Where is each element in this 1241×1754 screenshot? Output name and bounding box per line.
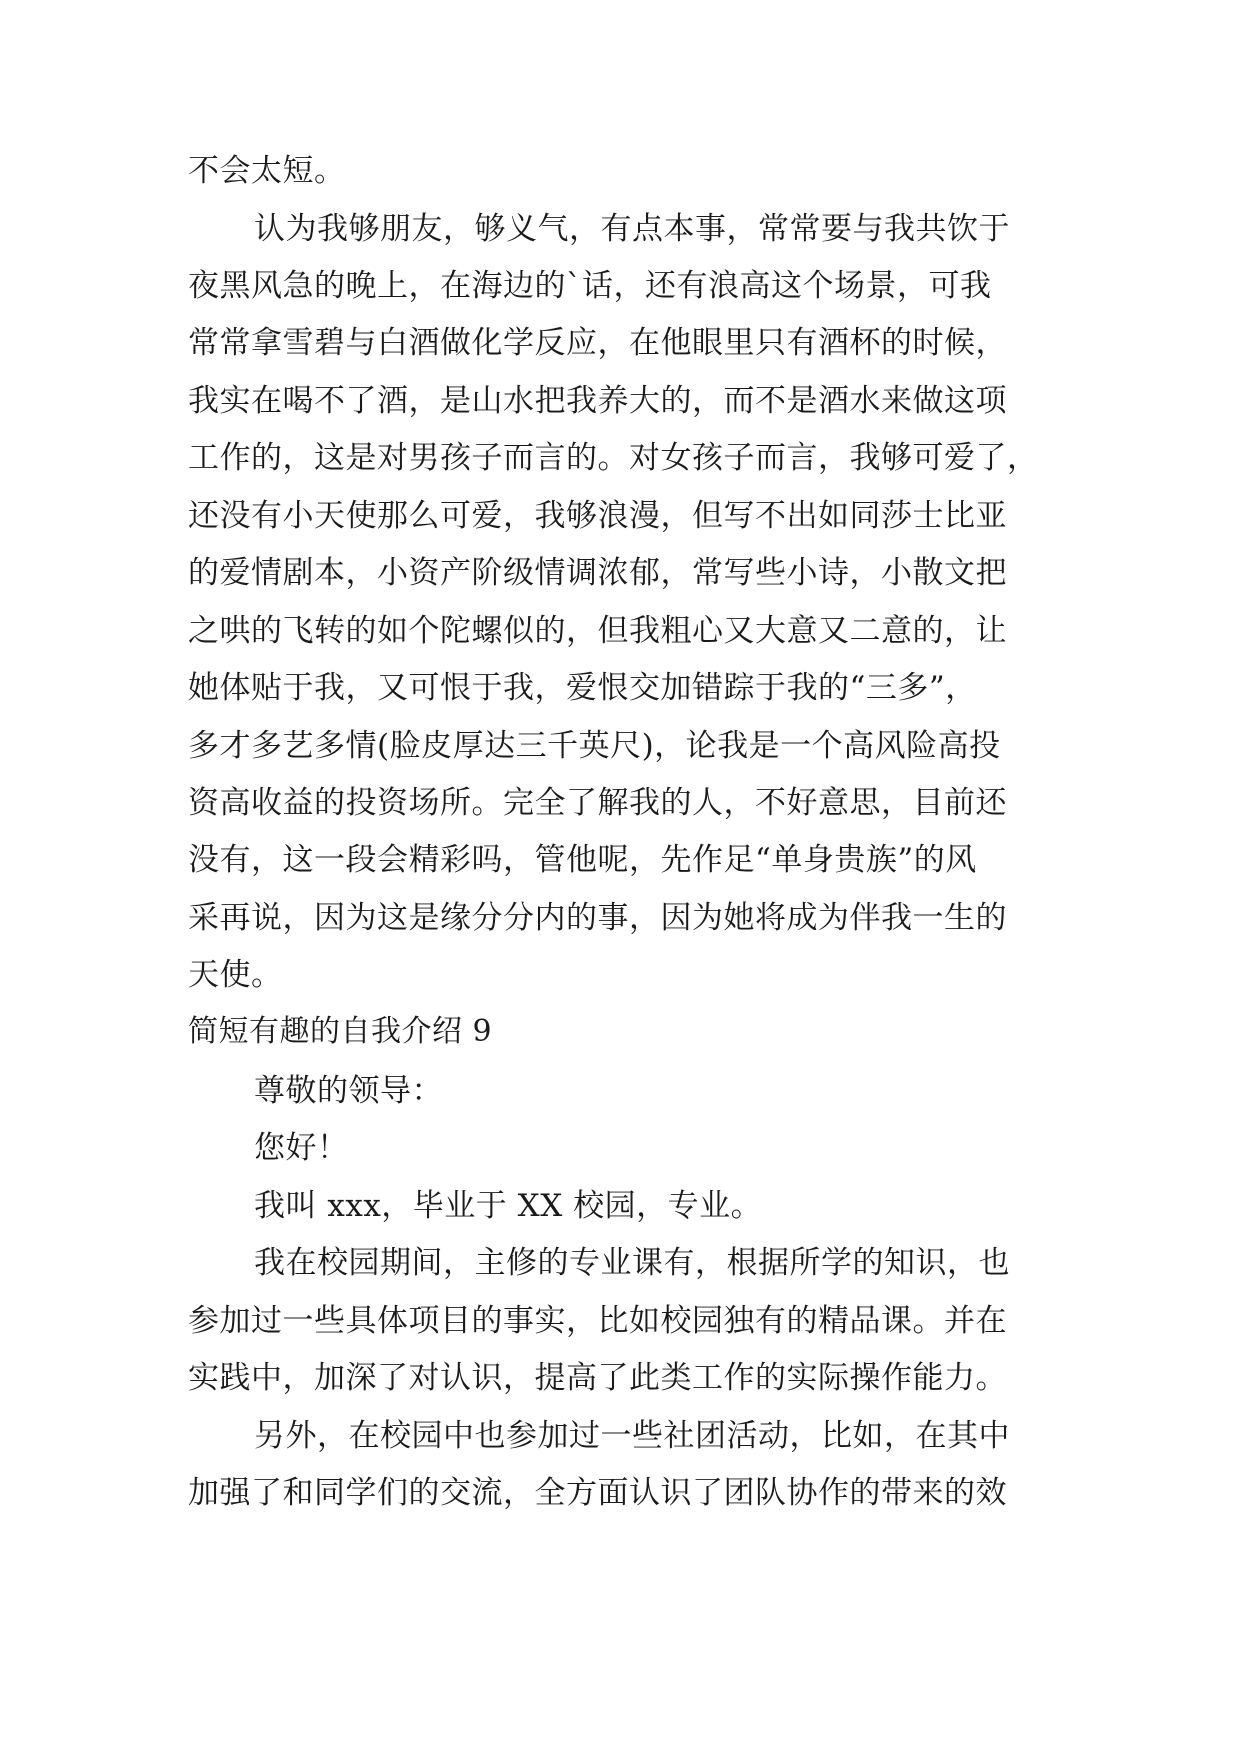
text-line: 资高收益的投资场所。完全了解我的人，不好意思，目前还 — [188, 785, 1007, 821]
text-line: 实践中，加深了对认识，提高了此类工作的实际操作能力。 — [188, 1360, 1007, 1396]
text-line: 天使。 — [188, 957, 283, 993]
text-line: 多才多艺多情(脸皮厚达三千英尺)，论我是一个高风险高投 — [188, 728, 1001, 764]
text-line: 我实在喝不了酒，是山水把我养大的，而不是酒水来做这项 — [188, 383, 1007, 419]
text-line: 我在校园期间，主修的专业课有，根据所学的知识，也 — [254, 1245, 1010, 1281]
text-line: 她体贴于我，又可恨于我，爱恨交加错踪于我的“三多”， — [188, 670, 977, 706]
greeting: 您好！ — [254, 1130, 349, 1166]
text-line: 夜黑风急的晚上，在海边的`话，还有浪高这个场景，可我 — [188, 268, 992, 304]
text-line: 采再说，因为这是缘分分内的事，因为她将成为伴我一生的 — [188, 900, 1007, 936]
salutation: 尊敬的领导： — [254, 1073, 443, 1109]
section-title: 简短有趣的自我介绍 9 — [188, 1014, 493, 1049]
text-line: 工作的，这是对男孩子而言的。对女孩子而言，我够可爱了， — [188, 440, 1039, 476]
text-line: 不会太短。 — [188, 153, 346, 189]
text-line: 没有，这一段会精彩吗，管他呢，先作足“单身贵族”的风 — [188, 842, 977, 878]
text-line: 另外，在校园中也参加过一些社团活动，比如，在其中 — [254, 1418, 1010, 1454]
text-line: 常常拿雪碧与白酒做化学反应，在他眼里只有酒杯的时候， — [188, 325, 1007, 361]
text-line: 认为我够朋友，够义气，有点本事，常常要与我共饮于 — [254, 211, 1010, 247]
text-line: 之哄的飞转的如个陀螺似的，但我粗心又大意又二意的，让 — [188, 613, 1007, 649]
text-line: 还没有小天使那么可爱，我够浪漫，但写不出如同莎士比亚 — [188, 498, 1007, 534]
text-line: 的爱情剧本，小资产阶级情调浓郁，常写些小诗，小散文把 — [188, 555, 1007, 591]
self-intro: 我叫 xxx，毕业于 XX 校园，专业。 — [254, 1188, 763, 1224]
text-line: 参加过一些具体项目的事实，比如校园独有的精品课。并在 — [188, 1303, 1007, 1339]
text-line: 加强了和同学们的交流，全方面认识了团队协作的带来的效 — [188, 1475, 1007, 1511]
